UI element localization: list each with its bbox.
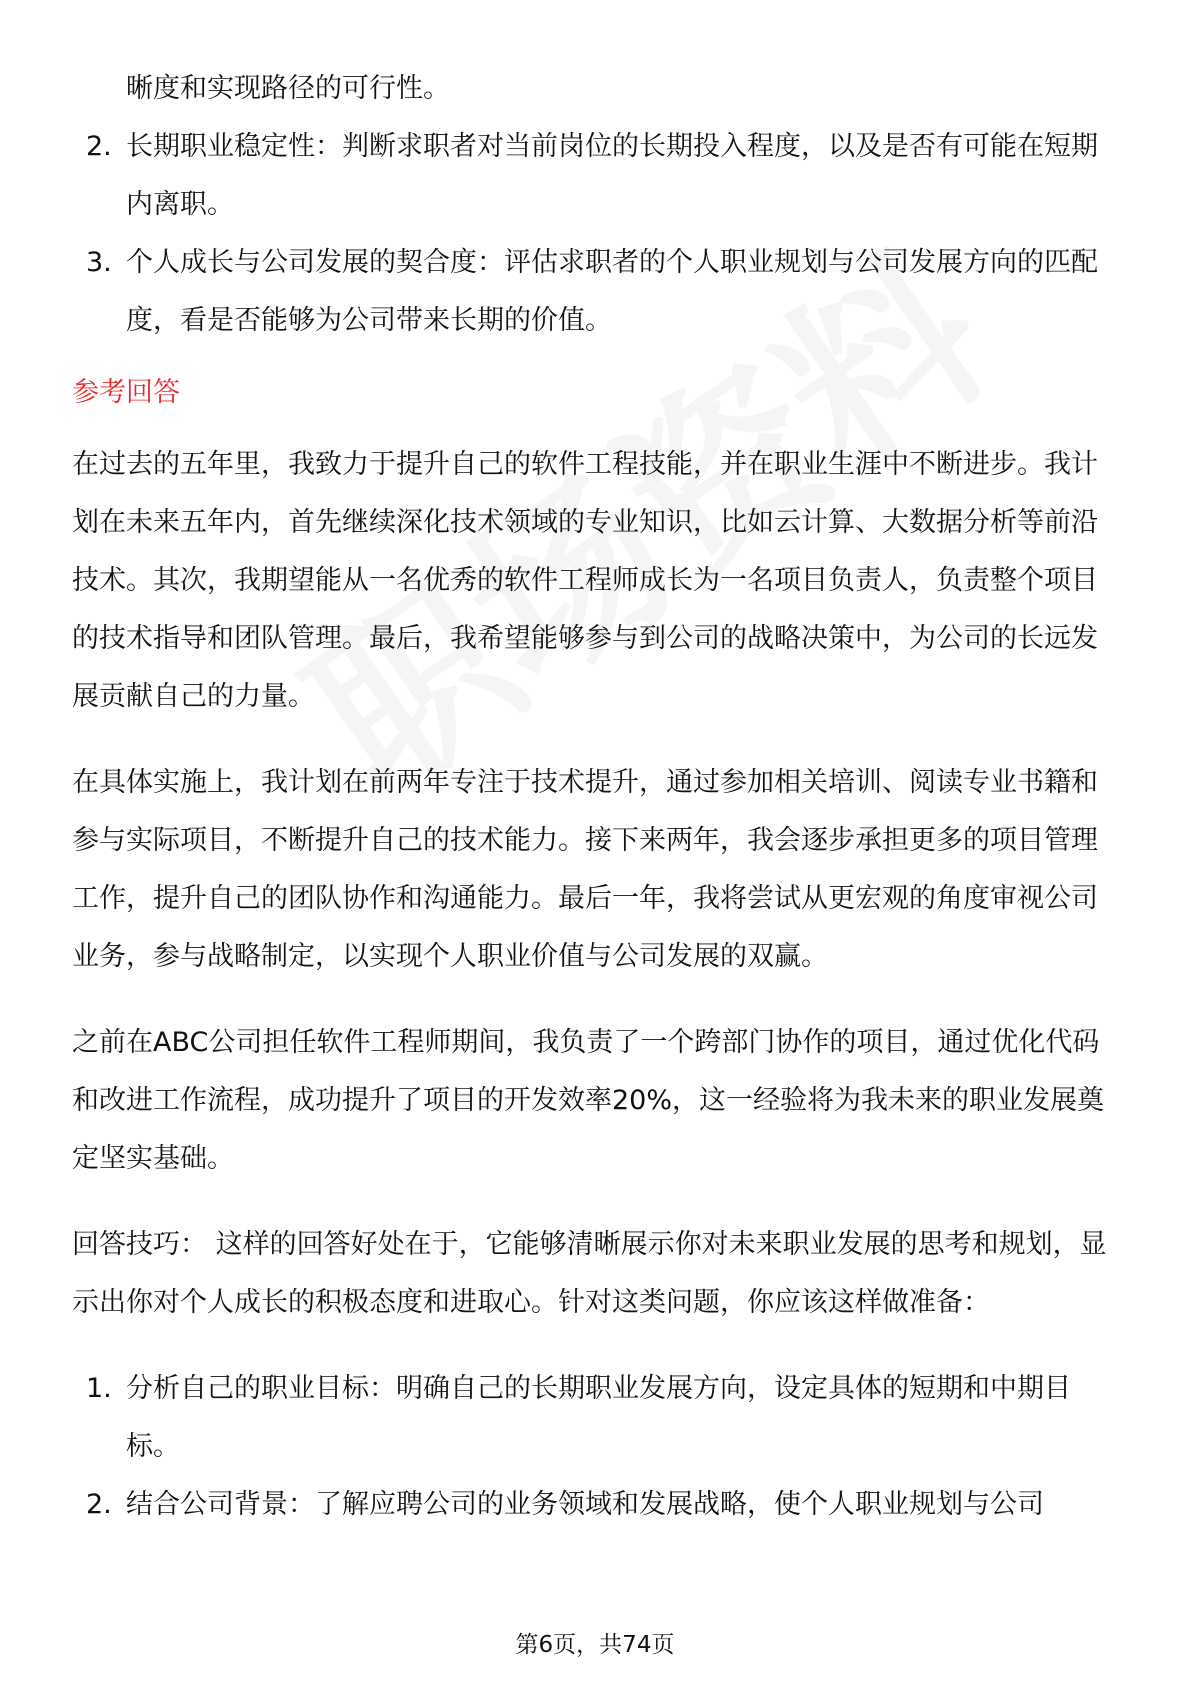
list-text: 结合公司背景：了解应聘公司的业务领域和发展战略，使个人职业规划与公司 (126, 1489, 1044, 1520)
list-item (72, 60, 1122, 118)
answer-paragraph: 在具体实施上，我计划在前两年专注于技术提升，通过参加相关培训、阅读专业书籍和参与实际项目，不断提升自己的技术能力。接下来两年，我会逐步承担更多的项目管理工作，提升自己的团队协作和沟通能力。最后一年，我将尝试从更宏观的角度审视公司业务，参与战略制定，以实现个人职业价值与公司发展的双赢。 (72, 767, 1098, 972)
page-footer: 第6页，共74页 (515, 1632, 675, 1658)
list-text: 长期职业稳定性：判断求职者对当前岗位的长期投入程度，以及是否有可能在短期内离职。 (126, 131, 1098, 220)
list-text: 晰度和实现路径的可行性。 (126, 73, 450, 104)
list-number: 1. (86, 1373, 112, 1404)
list-item (72, 118, 1122, 234)
list-item (72, 1476, 1122, 1534)
list-text: 个人成长与公司发展的契合度：评估求职者的个人职业规划与公司发展方向的匹配度，看是否能够为公司带来长期的价值。 (126, 247, 1098, 336)
list-item (72, 234, 1122, 350)
list-number: 2. (86, 131, 112, 162)
list-item (72, 1360, 1122, 1476)
answer-paragraph: 之前在ABC公司担任软件工程师期间，我负责了一个跨部门协作的项目，通过优化代码和改进工作流程，成功提升了项目的开发效率20%，这一经验将为我未来的职业发展奠定坚实基础。 (72, 1027, 1105, 1174)
preparation-list (72, 1360, 1122, 1534)
list-number: 2. (86, 1489, 112, 1520)
reference-answer-heading: 参考回答 (72, 377, 180, 408)
list-number: 3. (86, 247, 112, 278)
page-content (72, 60, 1122, 1534)
list-text: 分析自己的职业目标：明确自己的长期职业发展方向，设定具体的短期和中期目标。 (126, 1373, 1071, 1462)
tips-paragraph: 回答技巧： 这样的回答好处在于，它能够清晰展示你对未来职业发展的思考和规划，显示出你对个人成长的积极态度和进取心。针对这类问题，你应该这样做准备： (72, 1229, 1107, 1318)
answer-paragraph: 在过去的五年里，我致力于提升自己的软件工程技能，并在职业生涯中不断进步。我计划在未来五年内，首先继续深化技术领域的专业知识，比如云计算、大数据分析等前沿技术。其次，我期望能从一名优秀的软件工程师成长为一名项目负责人，负责整个项目的技术指导和团队管理。最后，我希望能够参与到公司的战略决策中，为公司的长远发展贡献自己的力量。 (72, 449, 1098, 712)
criteria-list-continued (72, 60, 1122, 350)
